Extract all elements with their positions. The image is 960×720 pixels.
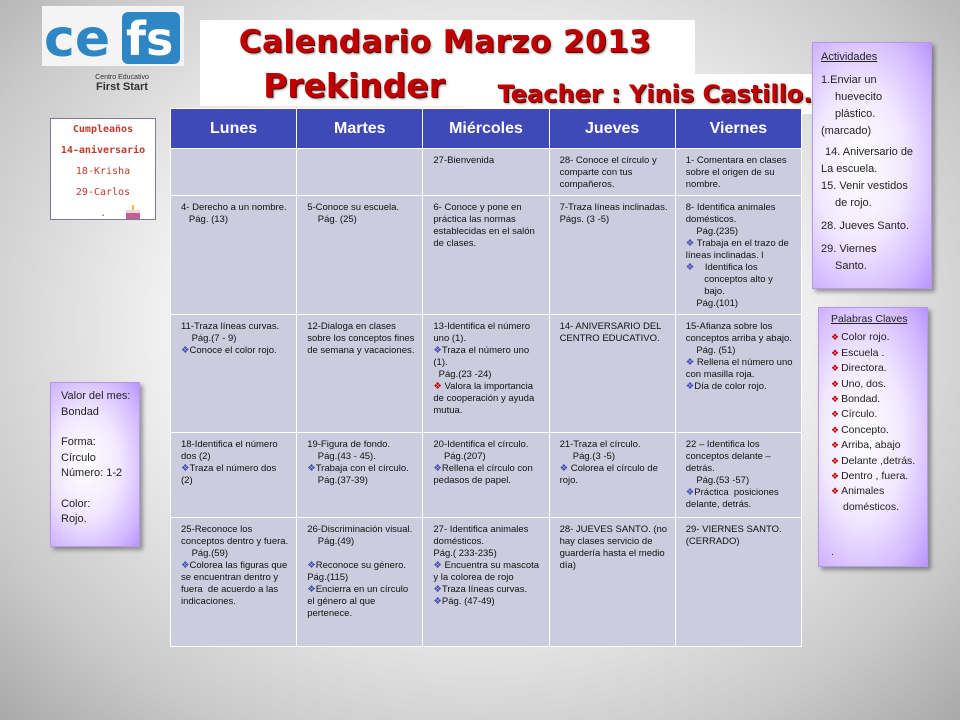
- calendar-day-cell: [423, 196, 549, 315]
- palabras-end: .: [831, 546, 834, 559]
- cell-text: Pág. (51): [685, 345, 736, 356]
- cell-text: 27- Identifica animales domésticos.: [433, 524, 532, 547]
- cell-text: conceptos alto y: [685, 274, 773, 285]
- diamond-bullet-icon: ❖: [433, 381, 442, 392]
- cell-text: Pág.( 233-235): [433, 548, 497, 559]
- cell-text: 4- Derecho a un nombre.: [181, 202, 287, 213]
- palabra-item: ❖ Color rojo.: [831, 331, 890, 344]
- valor-line: Color:: [61, 497, 91, 510]
- diamond-bullet-icon: ❖: [685, 357, 695, 368]
- cell-text: Pág. (13): [181, 214, 228, 225]
- diamond-bullet-icon: ❖: [433, 596, 442, 607]
- birthday-item: 14-aniversario: [60, 145, 146, 156]
- logo-subtitle1: Centro Educativo: [95, 74, 149, 81]
- cell-text: [181, 155, 290, 167]
- cell-text: ❖ Identifica los: [685, 262, 758, 273]
- diamond-bullet-icon: ❖: [433, 560, 442, 571]
- cell-text: 7-Traza líneas inclinadas.: [559, 202, 668, 213]
- cell-text: ❖ Trabaja en el trazo de líneas inclinadas. l: [685, 238, 792, 261]
- cell-text: ❖Traza el número dos (2): [181, 463, 279, 486]
- page-subtitle: Prekinder: [263, 66, 445, 105]
- diamond-bullet-icon: ❖: [307, 463, 316, 474]
- cell-text: Pág. (25): [307, 214, 357, 225]
- cell-text: Pág.(101): [685, 298, 739, 309]
- cell-text: 20-Identifica el círculo.: [433, 439, 529, 450]
- cell-text: Pág.(207): [433, 451, 486, 462]
- calendar-day-cell: [675, 518, 801, 647]
- palabra-item: ❖ Directora.: [831, 362, 887, 375]
- palabra-item: ❖ Círculo.: [831, 408, 878, 421]
- page-title: Calendario Marzo 2013: [238, 24, 652, 60]
- palabra-item: domésticos.: [843, 500, 900, 513]
- diamond-bullet-icon: ❖: [831, 455, 840, 466]
- cell-text: Pág.(43 - 45).: [307, 451, 376, 462]
- calendar-week-row: [171, 315, 802, 433]
- valor-line: Forma:: [61, 436, 96, 448]
- calendar-day-cell: [549, 433, 675, 518]
- calendar-day-cell: [423, 149, 549, 196]
- cell-text: ❖Conoce el color rojo.: [181, 345, 277, 356]
- calendar-week-row: [171, 196, 802, 315]
- palabra-item: ❖ Bondad.: [831, 393, 881, 406]
- actividad-item: 14. Aniversario de: [825, 146, 914, 158]
- cell-text: [307, 548, 416, 560]
- cell-text: 12-Dialoga en clases sobre los conceptos fines de semana y vacaciones.: [307, 321, 418, 356]
- diamond-bullet-icon: ❖: [831, 486, 840, 497]
- palabra-item: ❖ Delante ,detrás.: [831, 454, 916, 467]
- calendar-day-cell: [171, 433, 297, 518]
- birthday-item-end: [51, 203, 155, 224]
- cell-text: Pág.(37-39): [307, 475, 368, 486]
- cell-text: Pág.(23 -24): [433, 369, 492, 380]
- actividad-item: (marcado): [821, 125, 872, 137]
- calendar-day-cell: [675, 315, 801, 433]
- cell-text: bajo.: [685, 286, 725, 297]
- diamond-bullet-icon: ❖: [685, 238, 695, 249]
- calendar-day-cell: [675, 196, 801, 315]
- valor-line: Círculo: [61, 451, 96, 464]
- cell-text: Pág.(3 -5): [559, 451, 616, 462]
- diamond-bullet-icon: ❖: [181, 560, 190, 571]
- diamond-bullet-icon: ❖: [307, 560, 316, 571]
- cell-text: 22 – Identifica los conceptos delante – detrás.: [685, 439, 774, 474]
- calendar-day-cell: [549, 518, 675, 647]
- valor-line: Valor del mes:: [61, 390, 131, 402]
- calendar-day-cell: [297, 315, 423, 433]
- cell-text: 6- Conoce y pone en práctica las normas establecidas en el salón de clases.: [433, 202, 538, 249]
- cell-text: Pág.(53 -57): [685, 475, 750, 486]
- header-miercoles: Miércoles: [423, 109, 549, 149]
- actividad-item: 29. Viernes: [821, 243, 877, 255]
- cell-text: 27-Bienvenida: [433, 155, 495, 166]
- birthday-end-dot: .: [99, 208, 107, 219]
- actividad-item: de rojo.: [835, 197, 872, 209]
- calendar-day-cell: [423, 315, 549, 433]
- cell-text: 11-Traza líneas curvas.: [181, 321, 280, 332]
- actividad-item: huevecito: [835, 91, 883, 103]
- cell-text: ❖Traza el número uno (1).: [433, 345, 532, 368]
- logo-subtitle2: First Start: [96, 81, 148, 92]
- logo-fs: fs: [126, 12, 174, 66]
- diamond-bullet-icon: ❖: [685, 487, 695, 498]
- cell-text: Pág.(49): [307, 536, 355, 547]
- valor-line: Número: 1-2: [61, 467, 123, 479]
- diamond-bullet-icon: ❖: [831, 394, 840, 405]
- cell-text: ❖Pág. (47-49): [433, 596, 495, 607]
- header-viernes: Viernes: [675, 109, 801, 149]
- cell-text: 13-Identifica el número uno (1).: [433, 321, 533, 344]
- cell-text: Pág.(7 - 9): [181, 333, 237, 344]
- birthday-item: 29-Carlos: [75, 187, 131, 198]
- diamond-bullet-icon: ❖: [831, 471, 840, 482]
- cell-text: ❖Día de color rojo.: [685, 381, 767, 392]
- calendar-day-cell: [171, 315, 297, 433]
- calendar-day-cell: [171, 518, 297, 647]
- cell-text: ❖ Rellena el número uno con masilla roja.: [685, 357, 796, 380]
- calendar-day-cell: [297, 518, 423, 647]
- diamond-bullet-icon: ❖: [181, 345, 190, 356]
- cell-text: 26-Discriminación visual.: [307, 524, 413, 535]
- calendar-day-cell: [423, 518, 549, 647]
- cell-text: 5-Conoce su escuela.: [307, 202, 400, 213]
- calendar-day-cell: [549, 196, 675, 315]
- calendar-day-cell: [675, 433, 801, 518]
- palabras-title: Palabras Claves: [831, 313, 908, 325]
- diamond-bullet-icon: ❖: [831, 347, 840, 358]
- diamond-bullet-icon: ❖: [433, 584, 442, 595]
- cell-text: ❖Reconoce su género.: [307, 560, 407, 571]
- header-lunes: Lunes: [171, 109, 297, 149]
- diamond-bullet-icon: ❖: [831, 409, 840, 420]
- cell-text: Págs. (3 -5): [559, 214, 610, 225]
- actividad-item: Santo.: [835, 260, 867, 272]
- actividades-title: Actividades: [821, 51, 878, 63]
- diamond-bullet-icon: ❖: [685, 381, 695, 392]
- cell-text: ❖Colorea las figuras que se encuentran dentro y fuera de acuerdo a las indicaciones.: [181, 560, 290, 607]
- cell-text: 29- VIERNES SANTO. (CERRADO): [685, 524, 785, 547]
- calendar-day-cell: [423, 433, 549, 518]
- cell-text: ❖Encierra en un círculo el género al que pertenece.: [307, 584, 411, 619]
- actividad-item: La escuela.: [821, 163, 878, 175]
- palabras-box: [818, 307, 928, 567]
- calendar-week-row: [171, 433, 802, 518]
- cell-text: Pág.(115): [307, 572, 349, 583]
- calendar-week-row: [171, 149, 802, 196]
- cell-text: ❖ Encuentra su mascota y la colorea de rojo: [433, 560, 545, 583]
- calendar-day-cell: [297, 433, 423, 518]
- palabra-item: ❖ Concepto.: [831, 423, 889, 436]
- calendar-day-cell: [549, 315, 675, 433]
- palabra-item: ❖ Dentro , fuera.: [831, 470, 909, 483]
- diamond-bullet-icon: ❖: [831, 378, 840, 389]
- birthdays-box: [50, 118, 156, 220]
- actividad-item: 1.Enviar un: [821, 74, 877, 86]
- birthday-item: 18-Krisha: [75, 166, 131, 177]
- cell-text: Pág.(235): [685, 226, 739, 237]
- valor-line: [61, 420, 139, 435]
- diamond-bullet-icon: ❖: [831, 424, 840, 435]
- cell-text: ❖Práctica posiciones delante, detrás.: [685, 487, 782, 510]
- header-martes: Martes: [297, 109, 423, 149]
- cell-text: 15-Afianza sobre los conceptos arriba y abajo.: [685, 321, 792, 344]
- calendar-day-cell: [171, 149, 297, 196]
- cell-text: ❖ Colorea el círculo de rojo.: [559, 463, 661, 486]
- diamond-bullet-icon: ❖: [181, 463, 190, 474]
- calendar-day-cell: [675, 149, 801, 196]
- cell-text: ❖Traza líneas curvas.: [433, 584, 528, 595]
- teacher-name: Teacher : Yinis Castillo.: [497, 80, 813, 108]
- diamond-bullet-icon: ❖: [559, 463, 569, 474]
- actividad-item: 28. Jueves Santo.: [821, 220, 910, 232]
- cell-text: 18-Identifica el número dos (2): [181, 439, 281, 462]
- cell-text: 21-Traza el círculo.: [559, 439, 641, 450]
- school-logo: [42, 6, 184, 92]
- calendar-table: [170, 108, 802, 647]
- cell-text: [307, 155, 416, 167]
- cell-text: 19-Figura de fondo.: [307, 439, 391, 450]
- valor-box: [50, 382, 140, 547]
- cell-text: 14- ANIVERSARIO DEL CENTRO EDUCATIVO.: [559, 321, 664, 344]
- valor-line: Bondad: [61, 405, 99, 418]
- calendar-header-row: [171, 109, 802, 149]
- calendar-day-cell: [297, 149, 423, 196]
- cell-text: ❖ Valora la importancia de cooperación y ayuda mutua.: [433, 381, 537, 416]
- valor-line: [61, 482, 139, 497]
- cell-text: 28- Conoce el círculo y comparte con tus compañeros.: [559, 155, 660, 190]
- palabra-item: ❖ Arriba, abajo: [831, 439, 901, 452]
- diamond-bullet-icon: ❖: [685, 262, 695, 273]
- diamond-bullet-icon: ❖: [307, 584, 316, 595]
- logo-ce: ce: [44, 9, 111, 69]
- calendar-week-row: [171, 518, 802, 647]
- cell-text: ❖Trabaja con el círculo.: [307, 463, 409, 474]
- diamond-bullet-icon: ❖: [831, 440, 840, 451]
- diamond-bullet-icon: ❖: [433, 463, 442, 474]
- cake-icon: [123, 203, 143, 221]
- cell-text: ❖Rellena el círculo con pedasos de papel.: [433, 463, 536, 486]
- palabra-item: ❖ Animales: [831, 485, 885, 498]
- actividad-item: 15. Venir vestidos: [821, 180, 908, 192]
- cell-text: Pág.(59): [181, 548, 228, 559]
- diamond-bullet-icon: ❖: [831, 332, 840, 343]
- birthdays-title: Cumpleaños: [72, 124, 134, 135]
- palabra-item: ❖ Uno, dos.: [831, 377, 887, 390]
- actividades-box: [812, 42, 932, 289]
- calendar-day-cell: [171, 196, 297, 315]
- cell-text: 25-Reconoce los conceptos dentro y fuera.: [181, 524, 289, 547]
- calendar-day-cell: [297, 196, 423, 315]
- diamond-bullet-icon: ❖: [831, 363, 840, 374]
- header-jueves: Jueves: [549, 109, 675, 149]
- diamond-bullet-icon: ❖: [433, 345, 442, 356]
- palabra-item: ❖ Escuela .: [831, 346, 885, 359]
- cell-text: 28- JUEVES SANTO. (no hay clases servicio de guardería hasta el medio día): [559, 524, 670, 571]
- cell-text: 8- Identifica animales domésticos.: [685, 202, 779, 225]
- valor-line: Rojo.: [61, 513, 87, 525]
- cell-text: 1- Comentara en clases sobre el origen de su nombre.: [685, 155, 790, 190]
- calendar-day-cell: [549, 149, 675, 196]
- actividad-item: plástico.: [835, 108, 876, 120]
